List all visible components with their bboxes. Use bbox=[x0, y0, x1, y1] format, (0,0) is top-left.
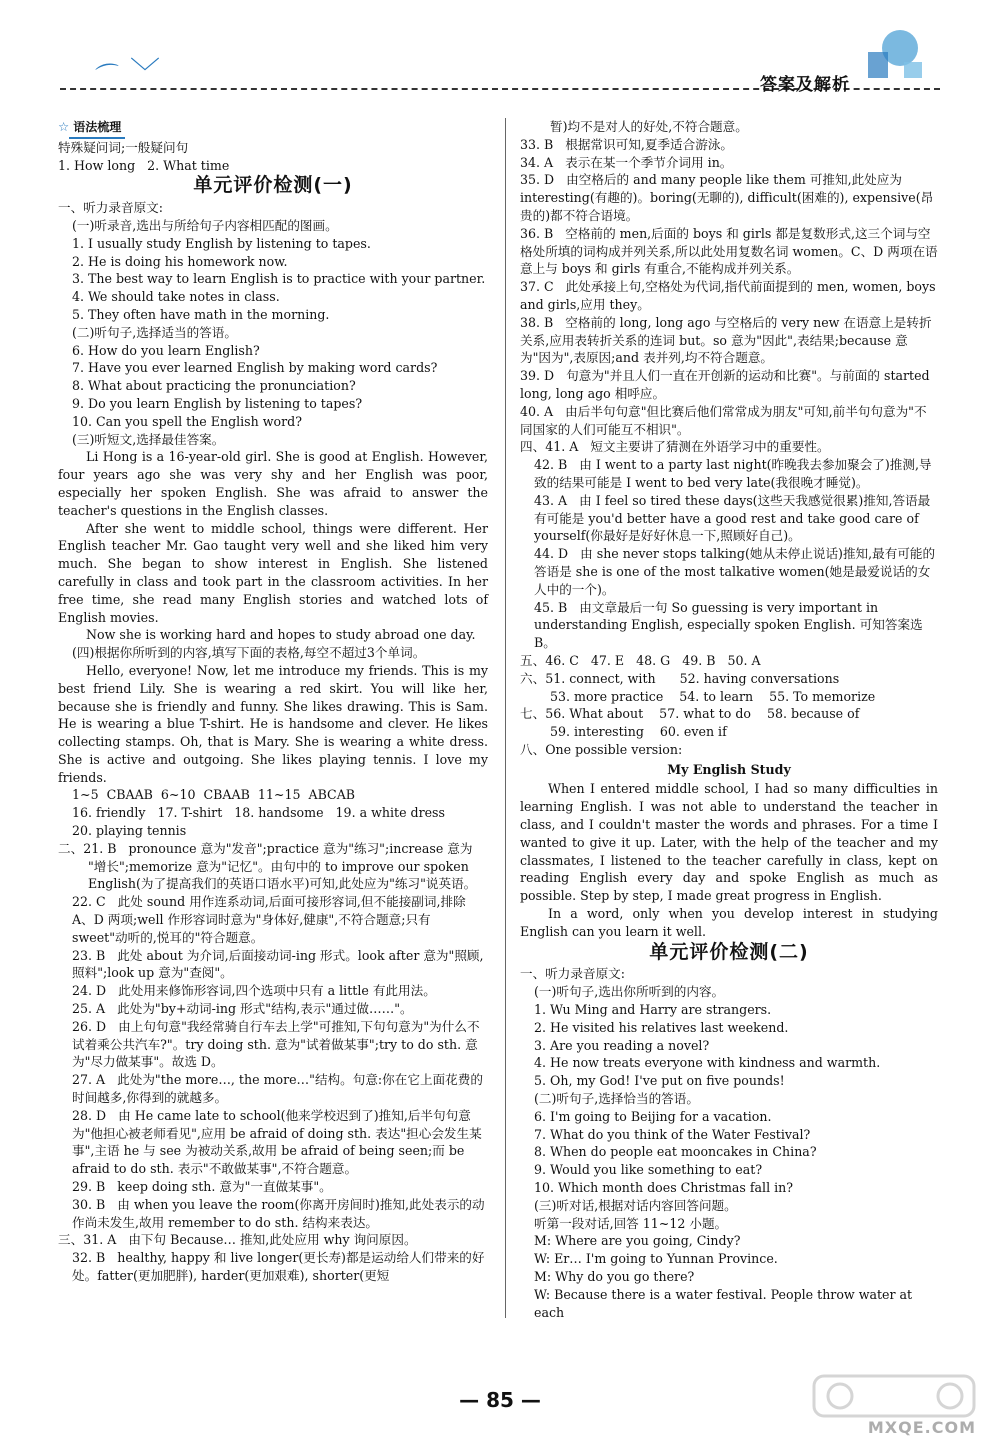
answer-line: 30. B 由 when you leave the room(你离开房间时)推知,此处表示的动作尚未发生,故用 remember to do sth. 结构来表达。 bbox=[72, 1196, 485, 1230]
answer-line: 44. D 由 she never stops talking(她从未停止说话)推知,最有可能的答语是 she is one of the most talkative women(她是最爱说话的女人中的一个)。 bbox=[534, 546, 936, 597]
answer-line: 25. A 此处为"by+动词-ing 形式"结构,表示"通过做……"。 bbox=[72, 1001, 413, 1017]
answer-line: 3. The best way to learn English is to practice with your partner. bbox=[72, 271, 486, 287]
bird-icon: ﹀ bbox=[130, 56, 160, 91]
answer-line: 八、One possible version: bbox=[520, 741, 683, 757]
answer-line: 37. C 此处承接上句,空格处为代词,指代前面提到的 men, women, boys and girls,应用 they。 bbox=[520, 279, 940, 312]
answer-line: 10. Which month does Christmas fall in? bbox=[534, 1180, 794, 1196]
answer-line: 1. Wu Ming and Harry are strangers. bbox=[534, 1002, 772, 1018]
page-number: — 85 — bbox=[459, 1388, 541, 1412]
section-title: 单元评价检测(一) bbox=[193, 174, 353, 197]
answer-line: 28. D 由 He came late to school(他来学校迟到了)推知,后半句句意为"他担心被老师看见",应用 be afraid of doing sth. 表达"担心会发生某事",主语 he 与 see 为被动关系,故用 be afraid of being seen;而 be afraid to do sth. 表示"不敢做某事",不符合题意。 bbox=[72, 1107, 482, 1177]
answer-line: 59. interesting 60. even if bbox=[550, 724, 727, 740]
answer-line: W: Because there is a water festival. People throw water at each bbox=[534, 1286, 917, 1320]
answer-line: "增长";memorize 意为"记忆"。由句中的 to improve our spoken English(为了提高我们的英语口语水平)可知,此处应为"练习"说英语。 bbox=[88, 858, 477, 892]
answer-line: (二)听句子,选择恰当的答语。 bbox=[534, 1091, 699, 1107]
answer-line: Now she is working hard and hopes to study abroad one day. bbox=[86, 627, 476, 643]
answer-line: (三)听对话,根据对话内容回答问题。 bbox=[534, 1197, 737, 1213]
answer-line: 1. I usually study English by listening to tapes. bbox=[72, 235, 371, 251]
answer-line: 一、听力录音原文: bbox=[520, 966, 625, 982]
answer-line: 4. He now treats everyone with kindness and warmth. bbox=[534, 1055, 881, 1071]
answer-line: 六、51. connect, with 52. having conversations bbox=[520, 670, 840, 686]
essay-title: My English Study bbox=[667, 761, 791, 777]
answer-line: 8. What about practicing the pronunciation? bbox=[72, 378, 356, 394]
answer-line: 45. B 由文章最后一句 So guessing is very important in understanding English, especially spoken English. 可知答案选 B。 bbox=[534, 599, 927, 651]
answer-line: 四、41. A 短文主要讲了猜测在外语学习中的重要性。 bbox=[520, 439, 830, 455]
answer-line: 五、46. C 47. E 48. G 49. B 50. A bbox=[520, 652, 761, 668]
left-column bbox=[58, 118, 488, 1285]
answer-line: 34. A 表示在某一个季节介词用 in。 bbox=[520, 154, 733, 170]
answer-line: W: Er… I'm going to Yunnan Province. bbox=[534, 1251, 778, 1267]
answer-line: Li Hong is a 16-year-old girl. She is good at English. However, four years ago she was very shy and her English was poor, especially her spoken English. She was afraid to answer the teacher's questions in the English classes. bbox=[58, 449, 488, 518]
bird-icon: ⌒ bbox=[94, 60, 123, 92]
answer-line: 42. B 由 I went to a party last night(昨晚我去参加聚会了)推测,导致的结果可能是 I went to bed very late(我很晚才睡觉)。 bbox=[534, 457, 932, 490]
answer-line: (一)听句子,选出你所听到的内容。 bbox=[534, 984, 725, 1000]
answer-line: 4. We should take notes in class. bbox=[72, 289, 280, 305]
answer-line: 三、31. A 由下句 Because… 推知,此处应用 why 询问原因。 bbox=[58, 1232, 417, 1248]
section-title: 单元评价检测(二) bbox=[649, 940, 809, 963]
star-icon: ☆ bbox=[58, 119, 70, 134]
answer-line: (三)听短文,选择最佳答案。 bbox=[72, 431, 225, 447]
answer-line: 七、56. What about 57. what to do 58. because of bbox=[520, 706, 860, 722]
text-line: 特殊疑问词;一般疑问句 bbox=[58, 139, 189, 155]
answer-line: 36. B 空格前的 men,后面的 boys 和 girls 都是复数形式,这三个词与空格处所填的词构成并列关系,所以此处用复数名词 women。C、D 两项在语意上与 boys 和 girls 有重合,不能构成并列关系。 bbox=[520, 225, 938, 277]
column-divider bbox=[505, 118, 506, 1318]
answer-line: 8. When do people eat mooncakes in China? bbox=[534, 1144, 817, 1160]
answer-line: 40. A 由后半句句意"但比赛后他们常常成为朋友"可知,前半句句意为"不同国家的人们可能互不相识"。 bbox=[520, 403, 927, 437]
answer-line: 7. Have you ever learned English by making word cards? bbox=[72, 360, 438, 376]
answer-line: 20. playing tennis bbox=[72, 823, 187, 839]
answer-line: (一)听录音,选出与所给句子内容相匹配的图画。 bbox=[72, 217, 338, 233]
answer-line: M: Why do you go there? bbox=[534, 1269, 695, 1284]
answer-line: 一、听力录音原文: bbox=[58, 200, 163, 216]
text-line: 1. How long 2. What time bbox=[58, 157, 230, 173]
watermark-text: MXQE.COM bbox=[867, 1418, 976, 1437]
answer-line: 1~5 CBAAB 6~10 CBAAB 11~15 ABCAB bbox=[72, 787, 356, 803]
left-answer-blocks bbox=[58, 199, 488, 1285]
grammar-tag-label: 语法梳理 bbox=[69, 119, 125, 139]
essay-paragraph: When I entered middle school, I had so many difficulties in learning English. I was not able to understand the teacher in class, and I couldn't master the words and phrases. For a time I wanted to give it up. Later, with the help of the teacher and my classmates, I listened to the teacher carefully in class, kept on reading English every day and spoke English as much as possible. Step by step, I made great progress in English. bbox=[520, 781, 938, 904]
essay-paragraph: In a word, only when you develop interest in studying English can you learn it well. bbox=[520, 906, 938, 939]
answer-line: 9. Do you learn English by listening to tapes? bbox=[72, 395, 363, 411]
answer-line: After she went to middle school, things were different. Her English teacher Mr. Gao taught very well and she liked him very much. She began to show interest in English. She listened carefully in class and took part in the classroom activities. In her free time, she read many English stories and watched lots of English movies. bbox=[58, 520, 488, 625]
answer-line: 43. A 由 I feel so tired these days(这些天我感觉很累)推知,答语最有可能是 you'd better have a good rest and take good care of yourself(你最好是好好休息一下,照顾好自己)。 bbox=[534, 492, 931, 544]
answer-line: 32. B healthy, happy 和 live longer(更长寿)都是运动给人们带来的好处。fatter(更加肥胖), harder(更加艰难), shorter(更短 bbox=[72, 1250, 485, 1283]
answer-line: 29. B keep doing sth. 意为"一直做某事"。 bbox=[72, 1179, 332, 1195]
answer-line: 6. I'm going to Beijing for a vacation. bbox=[534, 1108, 772, 1124]
answer-line: M: Where are you going, Cindy? bbox=[534, 1233, 741, 1249]
answer-line: 5. They often have math in the morning. bbox=[72, 306, 330, 322]
answer-line: 26. D 由上句句意"我经常骑自行车去上学"可推知,下句句意为"为什么不试着乘公共汽车?"。try doing sth. 意为"试着做某事";try to do sth. 意为"尽力做某事"。故选 D。 bbox=[72, 1018, 480, 1070]
answer-line: 3. Are you reading a novel? bbox=[534, 1037, 710, 1053]
answer-line: (二)听句子,选择适当的答语。 bbox=[72, 324, 237, 340]
answer-line: 2. He visited his relatives last weekend. bbox=[534, 1019, 789, 1035]
answer-line: 听第一段对话,回答 11~12 小题。 bbox=[534, 1215, 728, 1231]
answer-line: 暂)均不是对人的好处,不符合题意。 bbox=[550, 119, 748, 134]
answer-line: 二、21. B pronounce 意为"发音";practice 意为"练习";increase 意为 bbox=[58, 840, 473, 856]
answer-line: 24. D 此处用来修饰形容词,四个选项中只有 a little 有此用法。 bbox=[72, 983, 436, 999]
answer-line: 53. more practice 54. to learn 55. To memorize bbox=[550, 688, 876, 704]
answer-line: 35. D 由空格后的 and many people like them 可推知,此处应为 interesting(有趣的)。boring(无聊的), difficult(困难的), expensive(昂贵的)都不符合语境。 bbox=[520, 172, 934, 223]
globe-icon bbox=[860, 22, 930, 82]
answer-line: 27. A 此处为"the more…, the more…"结构。句意:你在它上面花费的时间越多,你得到的就越多。 bbox=[72, 1072, 483, 1106]
answer-line: 38. B 空格前的 long, long ago 与空格后的 very new 在语意上是转折关系,应用表转折关系的连词 but。so 意为"因此",表结果;because 意为"因为",表原因;and 表并列,均不符合题意。 bbox=[520, 314, 932, 366]
answer-line: 16. friendly 17. T-shirt 18. handsome 19. a white dress bbox=[72, 805, 445, 821]
answer-line: 22. C 此处 sound 用作连系动词,后面可接形容词,但不能接副词,排除 A、D 两项;well 作形容词时意为"身体好,健康",不符合题意;只有 sweet"动听的,悦耳的"符合题意。 bbox=[72, 894, 470, 945]
right-column bbox=[520, 118, 938, 1321]
right-listening-blocks bbox=[520, 965, 938, 1321]
answer-line: 10. Can you spell the English word? bbox=[72, 413, 302, 429]
header-title: 答案及解析 bbox=[760, 75, 850, 95]
answer-line: 6. How do you learn English? bbox=[72, 342, 260, 358]
answer-line: 5. Oh, my God! I've put on five pounds! bbox=[534, 1073, 785, 1089]
right-answer-blocks bbox=[520, 118, 938, 759]
answer-line: 23. B 此处 about 为介词,后面接动词-ing 形式。look after 意为"照顾,照料";look up 意为"查阅"。 bbox=[72, 947, 484, 981]
answer-line: 9. Would you like something to eat? bbox=[534, 1162, 763, 1178]
answer-line: Hello, everyone! Now, let me introduce my friends. This is my best friend Lily. She is wearing a red skirt. You will like her, because she is friendly and funny. She likes drawing. This is Sam. He is wearing a blue T-shirt. He is handsome and clever. He likes collecting stamps. Oh, that is Mary. She is wearing a white dress. She is active and outgoing. She likes playing tennis. I love my friends. bbox=[58, 662, 488, 785]
grammar-tag bbox=[58, 118, 488, 139]
page-header bbox=[0, 0, 1000, 110]
answer-line: (四)根据你所听到的内容,填写下面的表格,每空不超过3个单词。 bbox=[72, 645, 426, 661]
answer-line: 39. D 句意为"并且人们一直在开创新的运动和比赛"。与前面的 started long, long ago 相呼应。 bbox=[520, 368, 934, 401]
answer-line: 33. B 根据常识可知,夏季适合游泳。 bbox=[520, 136, 734, 152]
answer-line: 7. What do you think of the Water Festival? bbox=[534, 1126, 811, 1142]
answer-line: 2. He is doing his homework now. bbox=[72, 253, 288, 269]
